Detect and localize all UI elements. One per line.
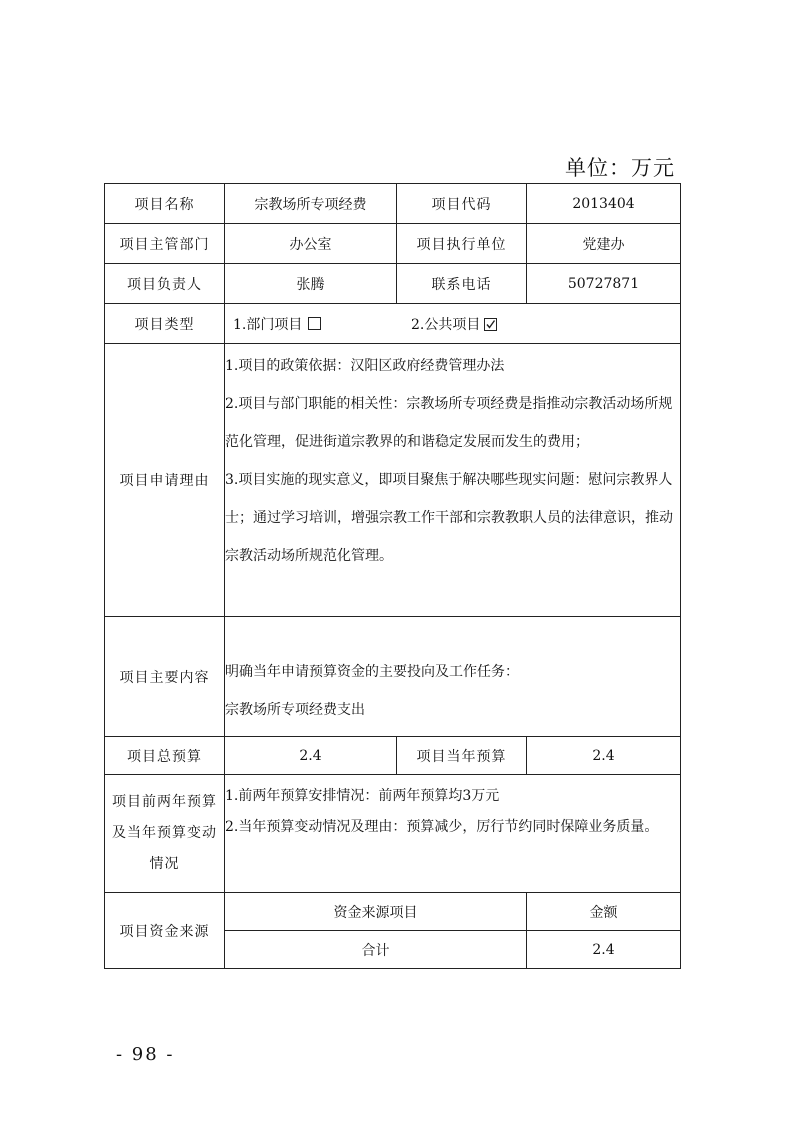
row-owner xyxy=(105,264,681,304)
department-value: 办公室 xyxy=(225,224,397,264)
reason-paragraph-3: 3.项目实施的现实意义，即项目聚焦于解决哪些现实问题：慰问宗教界人士；通过学习培训，增强宗教工作干部和宗教教职人员的法律意识，推动宗教活动场所规范化管理。 xyxy=(225,472,673,564)
type-option-public xyxy=(411,314,497,334)
total-budget-value: 2.4 xyxy=(225,737,397,775)
project-type-options xyxy=(225,304,681,344)
executing-unit-value: 党建办 xyxy=(527,224,681,264)
budget-change-content xyxy=(225,775,681,893)
unit-label: 单位：万元 xyxy=(565,156,675,180)
project-code-label: 项目代码 xyxy=(397,184,527,224)
reason-label: 项目申请理由 xyxy=(105,344,225,617)
budget-change-label-line-1: 项目前两年预算 xyxy=(112,794,217,810)
budget-change-label-line-2: 及当年预算变动 xyxy=(112,825,217,841)
type-option-department xyxy=(233,314,411,334)
project-name-value: 宗教场所专项经费 xyxy=(225,184,397,224)
project-code-value: 2013404 xyxy=(527,184,681,224)
amount-column-header: 金额 xyxy=(527,893,681,931)
checkbox-unchecked-icon xyxy=(308,317,321,330)
department-label: 项目主管部门 xyxy=(105,224,225,264)
current-year-budget-value: 2.4 xyxy=(527,737,681,775)
funds-source-column-header: 资金来源项目 xyxy=(225,893,527,931)
page-number: - 98 - xyxy=(116,1044,175,1065)
row-funds-header xyxy=(105,893,681,931)
main-content-paragraph-2: 宗教场所专项经费支出 xyxy=(225,701,365,718)
owner-label: 项目负责人 xyxy=(105,264,225,304)
row-department xyxy=(105,224,681,264)
reason-paragraph-2: 2.项目与部门职能的相关性：宗教场所专项经费是指推动宗教活动场所规范化管理，促进街道宗教界的和谐稳定发展而发生的费用； xyxy=(225,396,673,450)
main-content-body xyxy=(225,617,681,737)
row-main-content xyxy=(105,617,681,737)
phone-value: 50727871 xyxy=(527,264,681,304)
checkbox-checked-icon xyxy=(484,318,497,331)
budget-change-paragraph-2: 2.当年预算变动情况及理由：预算减少，厉行节约同时保障业务质量。 xyxy=(225,819,659,835)
executing-unit-label: 项目执行单位 xyxy=(397,224,527,264)
reason-content xyxy=(225,344,681,617)
budget-change-paragraph-1: 1.前两年预算安排情况：前两年预算均3万元 xyxy=(225,788,500,804)
main-content-paragraph-1: 明确当年申请预算资金的主要投向及工作任务： xyxy=(225,663,519,680)
phone-label: 联系电话 xyxy=(397,264,527,304)
project-name-label: 项目名称 xyxy=(105,184,225,224)
project-form-table xyxy=(104,183,681,969)
funds-total-label: 合计 xyxy=(225,931,527,969)
row-project-name xyxy=(105,184,681,224)
type-option-public-label: 2.公共项目 xyxy=(411,316,481,333)
funds-total-value: 2.4 xyxy=(527,931,681,969)
row-project-type xyxy=(105,304,681,344)
total-budget-label: 项目总预算 xyxy=(105,737,225,775)
main-content-label: 项目主要内容 xyxy=(105,617,225,737)
funds-source-label: 项目资金来源 xyxy=(105,893,225,969)
project-type-label: 项目类型 xyxy=(105,304,225,344)
budget-change-label-line-3: 情况 xyxy=(149,856,180,872)
row-budget-change xyxy=(105,775,681,893)
budget-change-label xyxy=(105,775,225,893)
row-application-reason xyxy=(105,344,681,617)
reason-paragraph-1: 1.项目的政策依据：汉阳区政府经费管理办法 xyxy=(225,358,505,374)
row-budget xyxy=(105,737,681,775)
type-option-department-label: 1.部门项目 xyxy=(233,316,303,333)
current-year-budget-label: 项目当年预算 xyxy=(397,737,527,775)
owner-value: 张腾 xyxy=(225,264,397,304)
